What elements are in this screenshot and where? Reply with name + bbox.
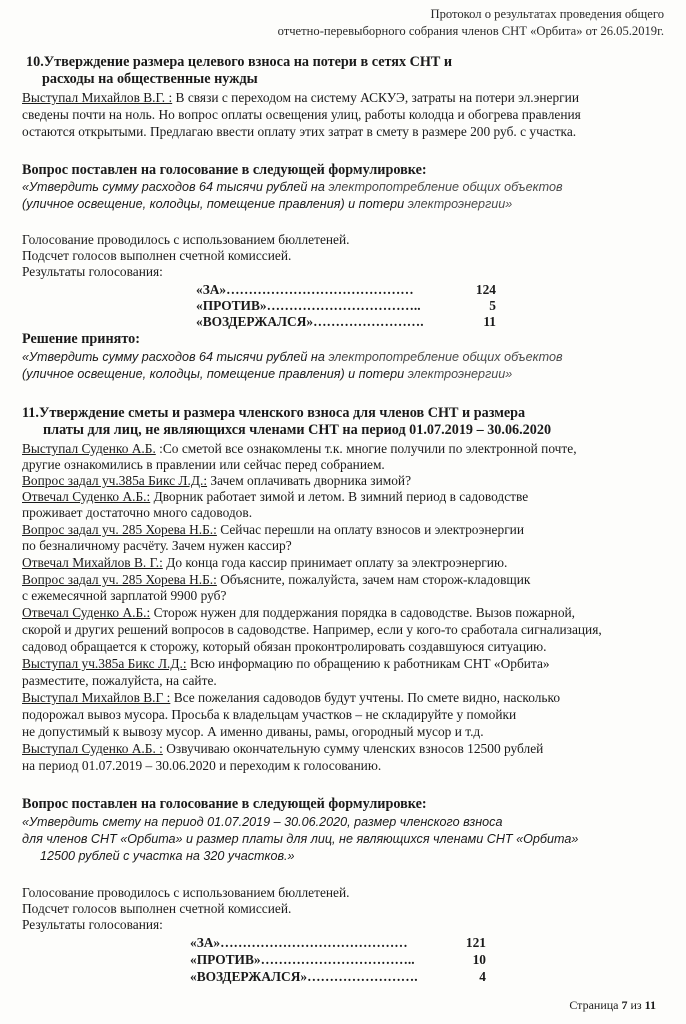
vote-question-heading: Вопрос поставлен на голосование в следующей формулировке:	[22, 162, 427, 178]
vote-for-count: 121	[465, 935, 486, 950]
speech-text: Объясните, пожалуйста, зачем нам сторож-кладовщик	[216, 572, 531, 587]
decision-text-part: «Утвердить сумму расходов 64 тысячи рублей на	[22, 350, 329, 364]
speaker-name: Выступал Суденко А.Б.	[22, 441, 156, 456]
discussion-line	[22, 572, 530, 588]
speaker-name: Выступал Суденко А.Б. :	[22, 741, 163, 756]
vote-question-text	[22, 197, 512, 211]
speech-text: До конца года кассир принимает оплату за электроэнергию.	[162, 555, 508, 570]
discussion-line	[22, 441, 577, 457]
speaker-name: Выступал Михайлов В.Г :	[22, 690, 171, 705]
speaker-name: Отвечал Суденко А.Б.:	[22, 489, 151, 504]
decision-heading: Решение принято:	[22, 331, 140, 347]
vote-for-label: «ЗА»……………………………………	[190, 935, 408, 950]
vote-against-count: 5	[489, 298, 496, 313]
vote-for-label: «ЗА»……………………………………	[196, 282, 414, 297]
discussion-line: другие ознакомились в правлении или сейчас перед собранием.	[22, 457, 385, 472]
page-number	[569, 998, 656, 1013]
decision-text-part: электропотребление общих объектов	[328, 350, 563, 364]
section-11-title-cont: платы для лиц, не являющихся членами СНТ на период 01.07.2019 – 30.06.2020	[43, 422, 552, 438]
decision-text	[22, 367, 512, 381]
speech-text: Сторож нужен для поддержания порядка в садоводстве. Вызов пожарной,	[150, 605, 576, 620]
vote-question-text	[22, 180, 563, 194]
speech-text: Всю информацию по обращению к работникам СНТ «Орбита»	[186, 656, 550, 671]
question-text-part: электропотребление общих объектов	[328, 180, 563, 194]
speech-text: В связи с переходом на систему АСКУЭ, затраты на потери эл.энергии	[172, 90, 580, 105]
voting-method: Голосование проводилось с использованием бюллетеней.	[22, 232, 350, 247]
speaker-name: Отвечал Суденко А.Б.:	[22, 605, 151, 620]
vote-count-note: Подсчет голосов выполнен счетной комиссией.	[22, 901, 292, 916]
discussion-line: с ежемесячной зарплатой 9900 руб?	[22, 588, 227, 603]
vote-against-label: «ПРОТИВ»……………………………..	[190, 952, 415, 967]
discussion-line	[22, 555, 507, 571]
vote-results-label: Результаты голосования:	[22, 264, 163, 279]
speaker-name: Выступал Михайлов В.Г. :	[22, 90, 173, 105]
section-10-title-cont: расходы на общественные нужды	[42, 71, 258, 87]
speech-line: сведены почти на ноль. Но вопрос оплаты освещения улиц, работы колодца и обогрева правления	[22, 107, 581, 122]
discussion-line	[22, 741, 543, 757]
of-word: из	[627, 998, 645, 1012]
current-page: 7	[621, 998, 628, 1012]
vote-abstain-label: «ВОЗДЕРЖАЛСЯ»…………………….	[190, 969, 418, 984]
header-line-2: отчетно-перевыборного собрания членов СНТ «Орбита» от 26.05.2019г.	[277, 24, 664, 38]
speech-line	[22, 90, 579, 106]
discussion-line	[22, 489, 528, 505]
vote-against-count: 10	[472, 952, 486, 967]
question-text-part: электроэнергии»	[407, 197, 513, 211]
vote-question-text: «Утвердить смету на период 01.07.2019 – 30.06.2020, размер членского взноса	[22, 815, 503, 829]
question-text-part: (уличное освещение, колодцы, помещение правления) и потери	[22, 197, 408, 211]
discussion-line: проживает достаточно много садоводов.	[22, 505, 253, 520]
discussion-line: разместите, пожалуйста, на сайте.	[22, 673, 217, 688]
speech-text: Зачем оплачивать дворника зимой?	[207, 473, 412, 488]
discussion-line	[22, 690, 560, 706]
vote-abstain-count: 11	[483, 314, 496, 329]
discussion-line	[22, 522, 524, 538]
decision-text	[22, 350, 563, 364]
discussion-line: не допустимый к вывозу мусор. А именно диваны, рамы, огородный мусор и т.д.	[22, 724, 484, 739]
discussion-line	[22, 656, 550, 672]
discussion-line	[22, 605, 575, 621]
speech-text: Дворник работает зимой и летом. В зимний период в садоводстве	[150, 489, 529, 504]
section-10-title: 10.Утверждение размера целевого взноса на потери в сетях СНТ и	[26, 54, 453, 70]
speech-text: Озвучиваю окончательную сумму членских взносов 12500 рублей	[162, 741, 544, 756]
vote-results-label: Результаты голосования:	[22, 917, 163, 932]
speaker-name: Вопрос задал уч. 285 Хорева Н.Б.:	[22, 522, 217, 537]
discussion-line: по безналичному расчёту. Зачем нужен кассир?	[22, 538, 292, 553]
speaker-name: Отвечал Михайлов В. Г.:	[22, 555, 163, 570]
speaker-name: Вопрос задал уч.385а Бикс Л.Д.:	[22, 473, 208, 488]
discussion-line: садовод обращается к сторожу, который обязан проконтролировать создавшуюся ситуацию.	[22, 639, 547, 654]
vote-for-count: 124	[475, 282, 496, 297]
discussion-line	[22, 473, 411, 489]
page-word: Страница	[569, 998, 622, 1012]
speaker-name: Выступал уч.385а Бикс Л.Д.:	[22, 656, 187, 671]
discussion-line: подорожал вывоз мусора. Просьба к владельцам участков – не складируйте у помойки	[22, 707, 517, 722]
vote-question-heading: Вопрос поставлен на голосование в следующей формулировке:	[22, 796, 427, 812]
decision-text-part: электроэнергии»	[407, 367, 513, 381]
vote-question-text: для членов СНТ «Орбита» и размер платы для лиц, не являющихся членами СНТ «Орбита»	[22, 832, 579, 846]
speech-line: остаются открытыми. Предлагаю ввести оплату этих затрат в смету в размере 200 руб. с участка.	[22, 124, 577, 139]
vote-question-text: 12500 рублей с участка на 320 участков.»	[40, 849, 295, 863]
vote-against-label: «ПРОТИВ»……………………………..	[196, 298, 421, 313]
speech-text: Все пожелания садоводов будут учтены. По смете видно, насколько	[170, 690, 561, 705]
vote-abstain-label: «ВОЗДЕРЖАЛСЯ»…………………….	[196, 314, 424, 329]
decision-text-part: (уличное освещение, колодцы, помещение правления) и потери	[22, 367, 408, 381]
section-11-title: 11.Утверждение сметы и размера членского взноса для членов СНТ и размера	[22, 405, 526, 421]
question-text-part: «Утвердить сумму расходов 64 тысячи рублей на	[22, 180, 329, 194]
header-line-1: Протокол о результатах проведения общего	[430, 7, 664, 21]
discussion-line: на период 01.07.2019 – 30.06.2020 и переходим к голосованию.	[22, 758, 382, 773]
total-pages: 11	[644, 998, 656, 1012]
speech-text: Сейчас перешли на оплату взносов и электроэнергии	[216, 522, 525, 537]
discussion-line: скорой и других решений вопросов в садоводстве. Например, если у кого-то сработала сигнализация,	[22, 622, 602, 637]
vote-count-note: Подсчет голосов выполнен счетной комиссией.	[22, 248, 292, 263]
speaker-name: Вопрос задал уч. 285 Хорева Н.Б.:	[22, 572, 217, 587]
speech-text: :Со сметой все ознакомлены т.к. многие получили по электронной почте,	[155, 441, 577, 456]
vote-abstain-count: 4	[479, 969, 486, 984]
voting-method: Голосование проводилось с использованием бюллетеней.	[22, 885, 350, 900]
